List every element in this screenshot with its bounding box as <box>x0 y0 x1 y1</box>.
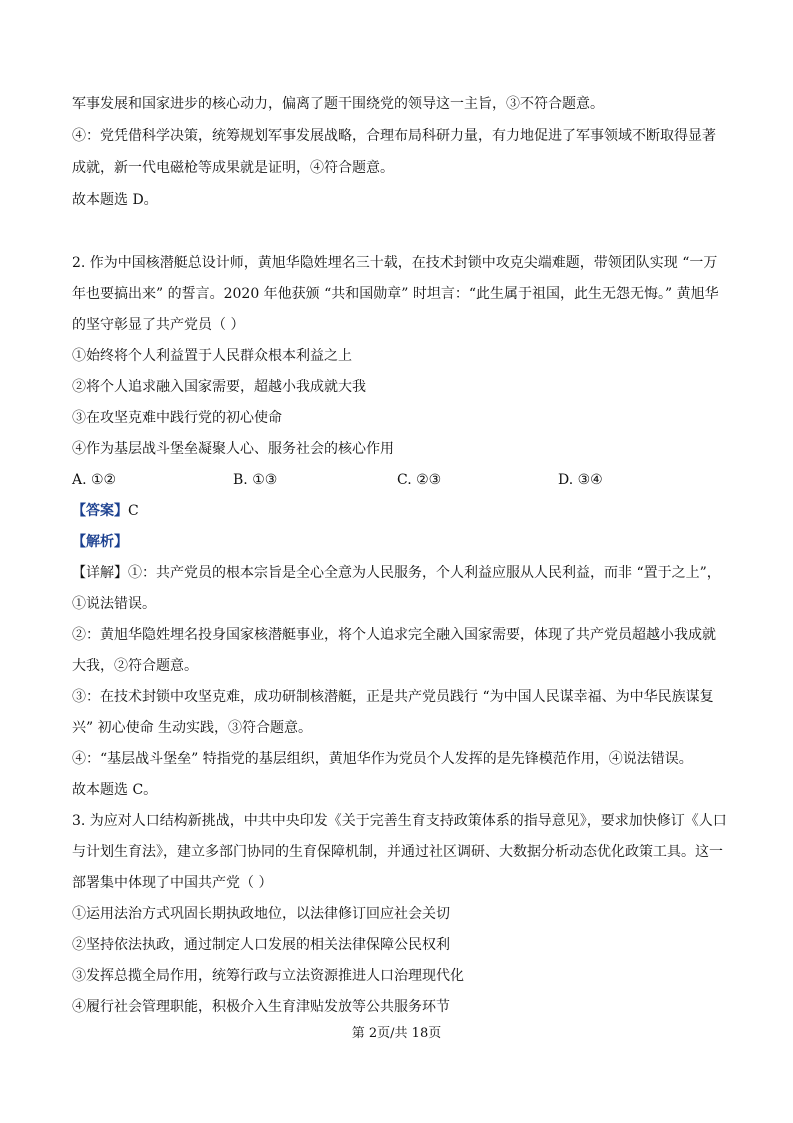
question-2-item: ②将个人追求融入国家需要，超越小我成就大我 <box>72 379 366 395</box>
page-footer: 第 2页/共 18页 <box>351 1026 442 1041</box>
detail-line: ②：黄旭华隐姓埋名投身国家核潜艇事业，将个人追求完全融入国家需要，体现了共产党员超越小我成就 <box>72 627 716 643</box>
detail-line: ④：“基层战斗堡垒” 特指党的基层组织，黄旭华作为党员个人发挥的是先锋模范作用，④说法错误。 <box>72 751 693 767</box>
option-c: C. ②③ <box>397 472 442 488</box>
detail-line: 大我，②符合题意。 <box>72 658 198 674</box>
text-line: 成就，新一代电磁枪等成果就是证明，④符合题意。 <box>72 160 394 176</box>
detail-line: 故本题选 C。 <box>72 782 158 798</box>
answer-value: C <box>128 503 139 519</box>
question-2-item: ④作为基层战斗堡垒凝聚人心、服务社会的核心作用 <box>72 441 394 457</box>
detail-text: ①：共产党员的根本宗旨是全心全意为人民服务，个人利益应服从人民利益，而非 “置于之上”， <box>128 565 721 581</box>
question-3-item: ①运用法治方式巩固长期执政地位，以法律修订回应社会关切 <box>72 906 450 922</box>
option-a: A. ①② <box>72 472 117 488</box>
text-line: 军事发展和国家进步的核心动力，偏离了题干围绕党的领导这一主旨，③不符合题意。 <box>72 96 604 112</box>
question-3-item: ③发挥总揽全局作用，统筹行政与立法资源推进人口治理现代化 <box>72 968 464 984</box>
question-3-stem: 3. 为应对人口结构新挑战，中共中央印发《关于完善生育支持政策体系的指导意见》，要求加快修订《人口 <box>72 813 727 829</box>
question-2-stem: 的坚守彰显了共产党员（ ） <box>72 317 245 333</box>
question-2-item: ①始终将个人利益置于人民群众根本利益之上 <box>72 348 352 364</box>
detail-line: ③：在技术封锁中攻坚克难，成功研制核潜艇，正是共产党员践行 “为中国人民谋幸福、为中华民族谋复 <box>72 689 714 705</box>
answer-line <box>72 501 139 521</box>
option-d: D. ③④ <box>558 472 603 488</box>
question-2-stem: 2. 作为中国核潜艇总设计师，黄旭华隐姓埋名三十载，在技术封锁中攻克尖端难题，带领团队实现 “一万 <box>72 255 718 271</box>
text-line: 故本题选 D。 <box>72 192 158 208</box>
text-line: ④：党凭借科学决策，统筹规划军事发展战略，合理布局科研力量，有力地促进了军事领域不断取得显著 <box>72 128 716 144</box>
detail-line: ①说法错误。 <box>72 596 156 612</box>
question-2-stem: 年也要搞出来” 的誓言。2020 年他获颁 “共和国勋章” 时坦言：“此生属于祖国，此生无怨无悔。” 黄旭华 <box>72 286 719 302</box>
detail-tag: 【详解】 <box>72 565 128 581</box>
question-3-item: ④履行社会管理职能，积极介入生育津贴发放等公共服务环节 <box>72 999 450 1015</box>
option-b: B. ①③ <box>233 472 278 488</box>
question-3-stem: 部署集中体现了中国共产党（ ） <box>72 875 273 891</box>
question-2-item: ③在攻坚克难中践行党的初心使命 <box>72 410 282 426</box>
question-3-item: ②坚持依法执政，通过制定人口发展的相关法律保障公民权利 <box>72 937 450 953</box>
question-3-stem: 与计划生育法》，建立多部门协同的生育保障机制，并通过社区调研、大数据分析动态优化政策工具。这一 <box>72 844 723 860</box>
analysis-line <box>72 532 128 552</box>
answer-tag: 【答案】 <box>72 503 128 519</box>
detail-line: 兴” 初心使命 生动实践，③符合题意。 <box>72 720 313 736</box>
detail-line <box>72 563 721 583</box>
analysis-tag: 【解析】 <box>72 534 128 550</box>
